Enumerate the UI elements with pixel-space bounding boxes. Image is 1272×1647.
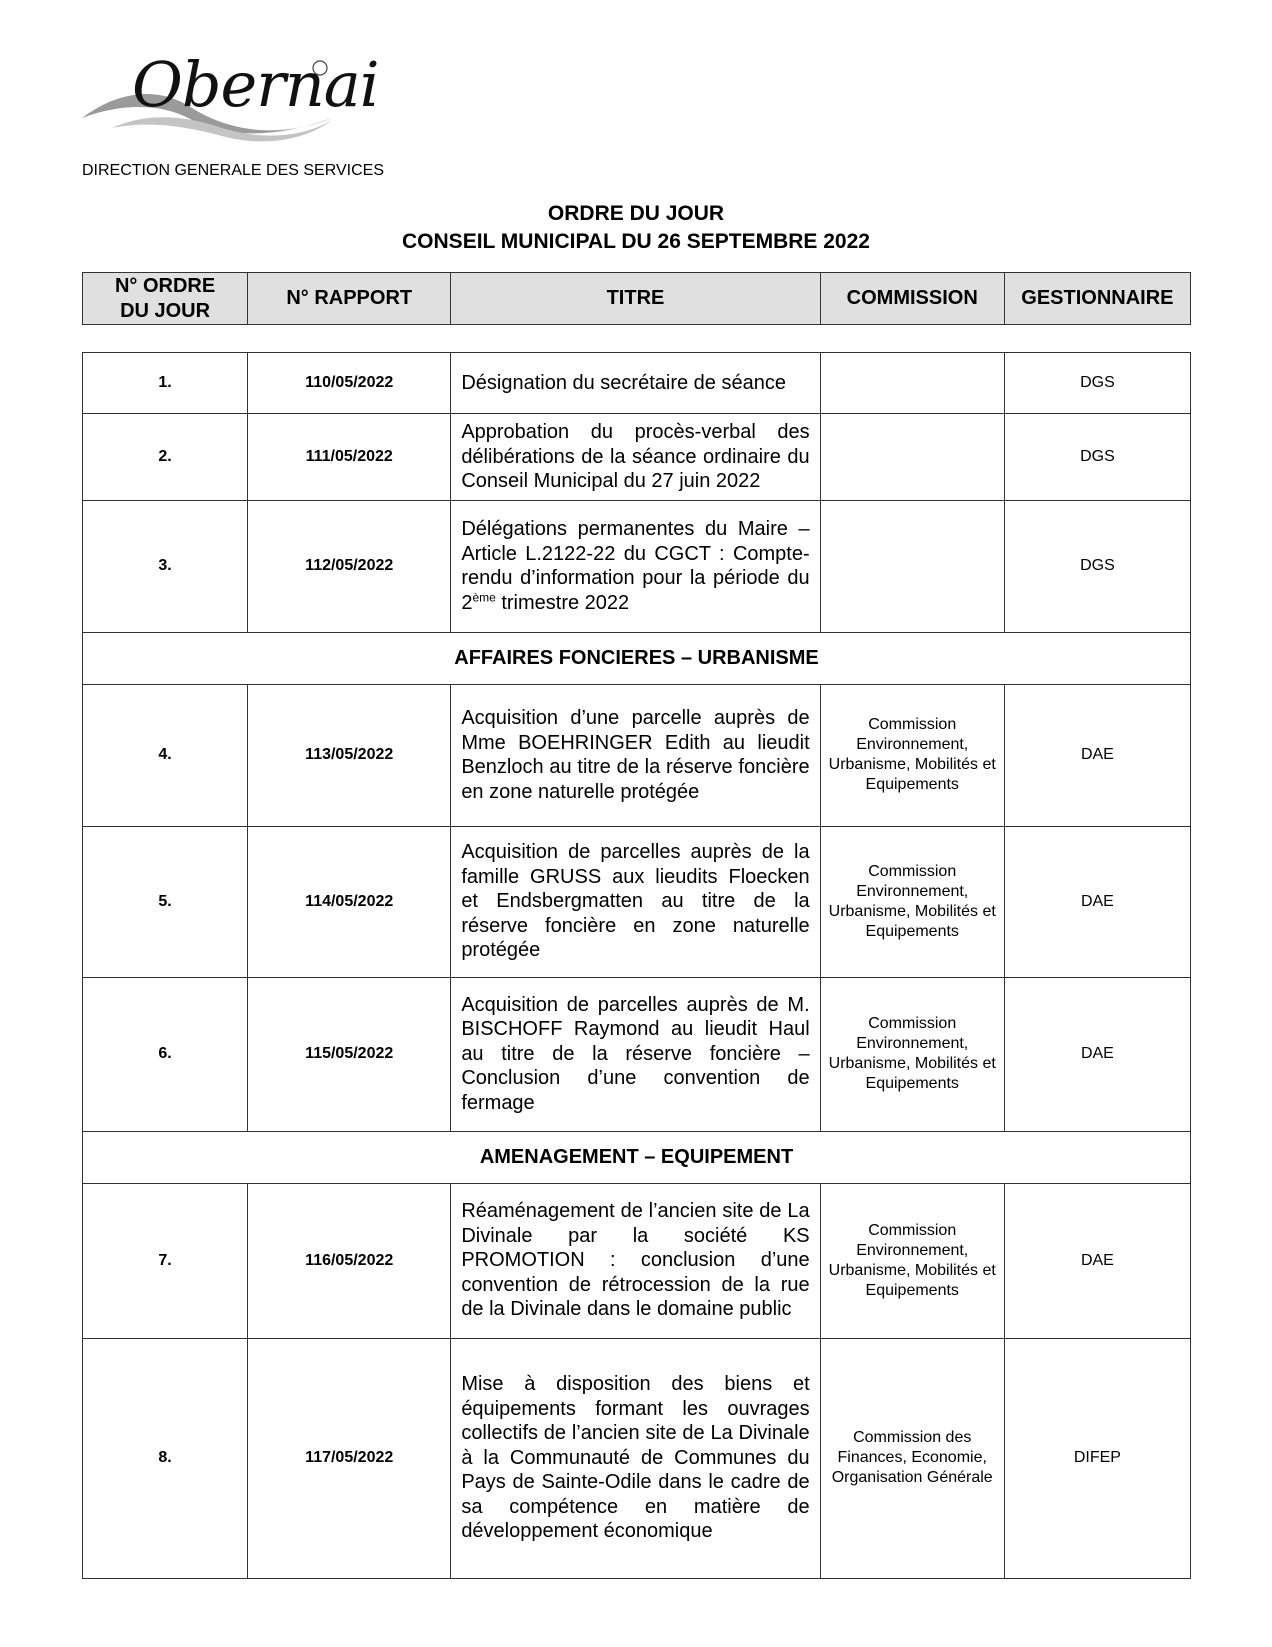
row-commission: Commission Environnement, Urbanisme, Mobilités et Equipements — [820, 1183, 1004, 1338]
row-num: 8. — [83, 1338, 248, 1578]
col-ordre — [83, 273, 248, 325]
section-title-foncier: AFFAIRES FONCIERES – URBANISME — [83, 632, 1191, 684]
table-row — [83, 414, 1191, 501]
page-title: ORDRE DU JOUR — [547, 202, 725, 225]
col-titre: TITRE — [451, 273, 820, 325]
row-rapport: 115/05/2022 — [248, 977, 451, 1131]
table-row — [83, 684, 1191, 826]
row-rapport: 116/05/2022 — [248, 1183, 451, 1338]
row-titre: Acquisition d’une parcelle auprès de Mme BOEHRINGER Edith au lieudit Benzloch au titre de la réserve foncière en zone naturelle protégée — [451, 684, 820, 826]
row-commission — [820, 353, 1004, 414]
row-gestionnaire: DGS — [1004, 353, 1190, 414]
row-gestionnaire: DAE — [1004, 684, 1190, 826]
row-titre-part1: Délégations permanentes du Maire – Article L.2122-22 du CGCT : Compte-rendu d’information pour la période du 2 — [461, 518, 810, 614]
section-row — [83, 632, 1191, 684]
header-table — [82, 272, 1191, 325]
row-titre: Acquisition de parcelles auprès de la famille GRUSS aux lieudits Floecken et Endsbergmatten au titre de la réserve foncière en zone naturelle protégée — [451, 826, 820, 977]
row-titre: Acquisition de parcelles auprès de M. BISCHOFF Raymond au lieudit Haul au titre de la réserve foncière – Conclusion d’une convention de fermage — [451, 977, 820, 1131]
row-titre: Désignation du secrétaire de séance — [451, 353, 820, 414]
page-subtitle: CONSEIL MUNICIPAL DU 26 SEPTEMBRE 2022 — [402, 230, 870, 253]
header-row — [83, 273, 1191, 325]
organisation-label: DIRECTION GENERALE DES SERVICES — [82, 162, 384, 179]
row-titre: Réaménagement de l’ancien site de La Divinale par la société KS PROMOTION : conclusion d’une convention de rétrocession de la rue de la Divinale dans le domaine public — [451, 1183, 820, 1338]
row-commission — [820, 414, 1004, 501]
row-gestionnaire: DAE — [1004, 1183, 1190, 1338]
row-num: 5. — [83, 826, 248, 977]
row-num: 3. — [83, 500, 248, 632]
row-gestionnaire: DGS — [1004, 414, 1190, 501]
row-titre-part2: trimestre 2022 — [495, 591, 630, 614]
row-num: 6. — [83, 977, 248, 1131]
row-rapport: 111/05/2022 — [248, 414, 451, 501]
table-row — [83, 1338, 1191, 1578]
table-row — [83, 977, 1191, 1131]
row-commission: Commission Environnement, Urbanisme, Mobilités et Equipements — [820, 977, 1004, 1131]
row-titre: Mise à disposition des biens et équipements formant les ouvrages collectifs de l’ancien site de La Divinale à la Communauté de Communes du Pays de Sainte-Odile dans le cadre de sa compétence en matière de développement économique — [451, 1338, 820, 1578]
row-rapport: 112/05/2022 — [248, 500, 451, 632]
col-gestionnaire: GESTIONNAIRE — [1004, 273, 1190, 325]
row-num: 2. — [83, 414, 248, 501]
row-titre: Approbation du procès-verbal des délibérations de la séance ordinaire du Conseil Municipal du 27 juin 2022 — [451, 414, 820, 501]
row-titre — [451, 500, 820, 632]
table-row — [83, 353, 1191, 414]
row-titre-sup: ème — [472, 589, 496, 604]
col-ordre-line1: N° ORDRE — [114, 274, 216, 297]
row-num: 1. — [83, 353, 248, 414]
table-row — [83, 500, 1191, 632]
row-rapport: 114/05/2022 — [248, 826, 451, 977]
col-ordre-line2: DU JOUR — [120, 299, 211, 322]
row-commission — [820, 500, 1004, 632]
row-num: 7. — [83, 1183, 248, 1338]
col-rapport: N° RAPPORT — [248, 273, 451, 325]
row-gestionnaire: DAE — [1004, 826, 1190, 977]
row-commission: Commission Environnement, Urbanisme, Mobilités et Equipements — [820, 826, 1004, 977]
row-gestionnaire: DGS — [1004, 500, 1190, 632]
row-rapport: 110/05/2022 — [248, 353, 451, 414]
row-gestionnaire: DIFEP — [1004, 1338, 1190, 1578]
row-commission: Commission des Finances, Economie, Organisation Générale — [820, 1338, 1004, 1578]
row-num: 4. — [83, 684, 248, 826]
row-gestionnaire: DAE — [1004, 977, 1190, 1131]
table-row — [83, 826, 1191, 977]
table-row — [83, 1183, 1191, 1338]
obernai-logo — [82, 48, 379, 148]
agenda-table — [82, 352, 1191, 1579]
row-commission: Commission Environnement, Urbanisme, Mobilités et Equipements — [820, 684, 1004, 826]
section-title-amenagement: AMENAGEMENT – EQUIPEMENT — [83, 1131, 1191, 1183]
row-rapport: 113/05/2022 — [248, 684, 451, 826]
row-rapport: 117/05/2022 — [248, 1338, 451, 1578]
col-commission: COMMISSION — [820, 273, 1004, 325]
logo-text: Obernai — [132, 48, 379, 121]
section-row — [83, 1131, 1191, 1183]
